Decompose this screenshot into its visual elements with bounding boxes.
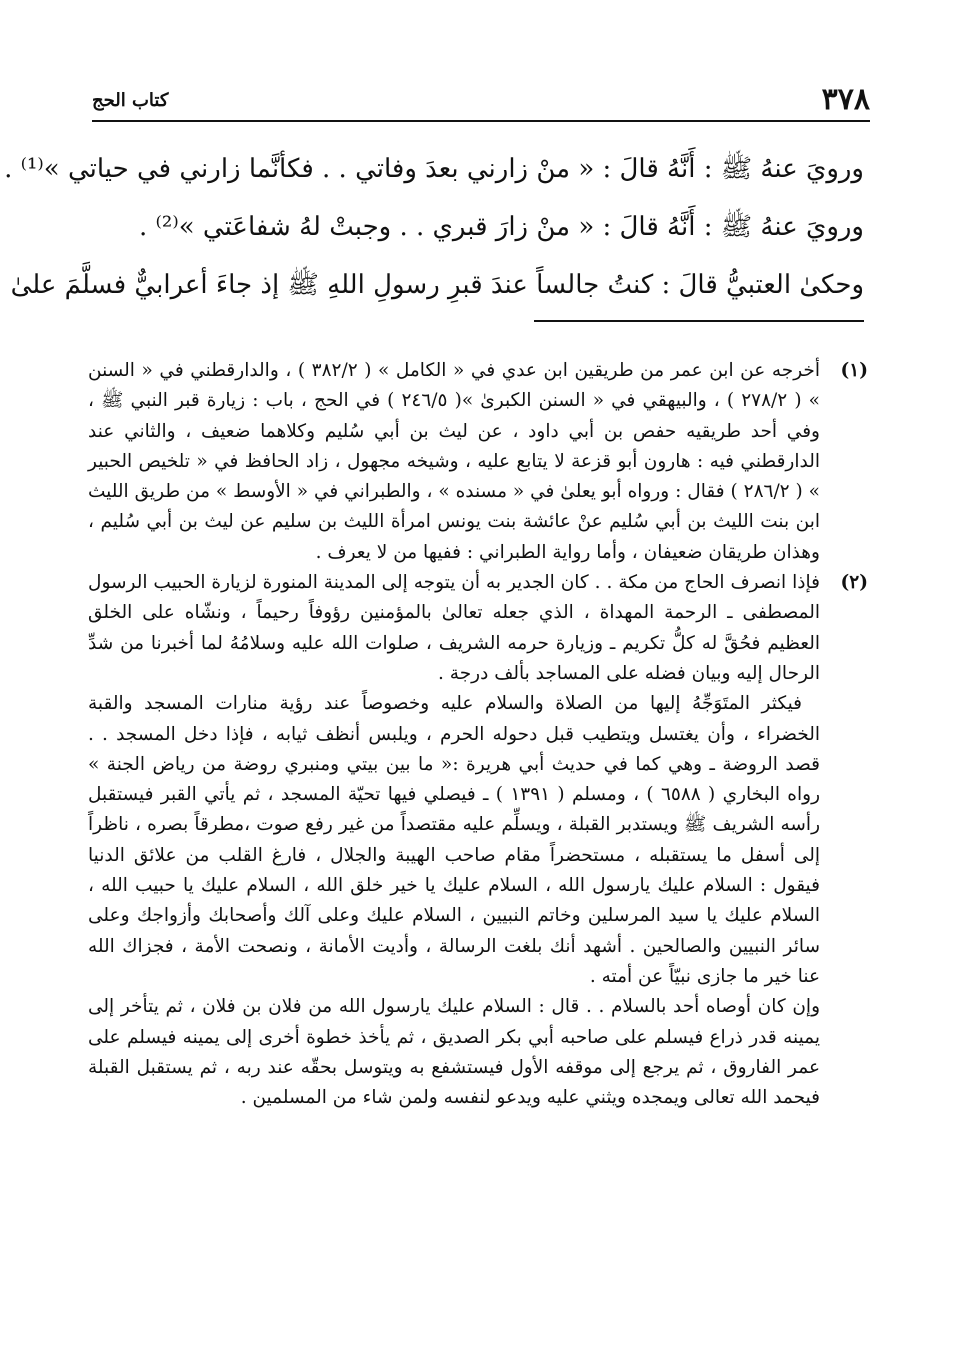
footnote-number: (١): [840, 360, 868, 381]
footnote-body: [88, 356, 820, 568]
main-text: [4, 140, 864, 314]
footnote-paragraph: فإذا انصرف الحاج من مكة . . كان الجدير به أن يتوجه إلى المدينة المنورة لزيارة الحبيب الرسول المصطفى ـ الرحمة المهداة ، الذي جعله تعالىٰ بالمؤمنين رؤوفاً رحيماً ، ونشّاه على الخلق العظيم فحُقَّ له كلُّ تكريم ـ وزيارة حرمه الشريف ، صلوات الله عليه وسلامُهُ لما أخبرنا من شدِّ الرحال إليه وبيان فضله على المساجد بألف درجة .: [88, 572, 820, 684]
footnote-body: [88, 568, 820, 1113]
main-text-line: ورويَ عنهُ ﷺ : أَنَّهُ قالَ : « منْ زارَ قبري . . وجبتْ لهُ شفاعَتي »⁽²⁾ .: [139, 212, 864, 242]
footnote-number: (٢): [840, 572, 868, 594]
footnote-paragraph: أخرجه عن ابن عمر من طريقين ابن عدي في « الكامل » ( ٣٨٢/٢ ) ، والدارقطني في « السنن » ( ٢٧٨/٢ ) ، والبيهقي في « السنن الكبرىٰ »( ٢٤٦/٥ ) في الحج ، باب : زيارة قبر النبي ﷺ ، وفي أحد طريقيه حفص بن أبي داود ، عن ليث بن أبي سُليم وكلاهما ضعيف ، والثاني عند الدارقطني فيه : هارون أبو قزعة لا يتابع عليه ، وشيخه مجهول ، زاد الحافظ في « تلخيص الحبير » ( ٢٨٦/٢ ) فقال : ورواه أبو يعلىٰ في « مسنده » ، والطبراني في « الأوسط » من طريق الليث ابن بنت الليث بن أبي سُليم عنْ عائشة بنت يونس امرأة الليث بن سليم عن ليث بن أبي سُليم ، وهذان طريقان ضعيفان ، وأما رواية الطبراني : ففيها من لا يعرف .: [88, 360, 820, 563]
footnote-separator: [534, 320, 864, 322]
running-title: كتاب الحج: [92, 90, 169, 111]
main-text-line: ورويَ عنهُ ﷺ : أَنَّهُ قالَ : « منْ زارني بعدَ وفاتي . . فكأنَّما زارني في حياتي »⁽¹⁾ .: [4, 154, 864, 184]
footnote: [88, 356, 868, 568]
page-number: ٣٧٨: [821, 82, 870, 117]
page-header: [92, 80, 870, 122]
footnotes: [88, 356, 868, 1113]
footnote: [88, 568, 868, 1113]
footnote-paragraph: وإن كان أوصاه أحد بالسلام . . قال : السلام عليك يارسول الله من فلان بن فلان ، ثم يتأخر إلى يمينه قدر ذراع فيسلم على صاحبه أبي بكر الصديق ، ثم يأخذ خطوة أخرى إلى يمينه فيسلم على عمر الفاروق ، ثم يرجع إلى موقفه الأول فيستشفع به ويتوسل بحقّه عند ربه ، ثم يستقبل القبلة فيحمد الله تعالى ويمجده ويثني عليه ويدعو لنفسه ولمن شاء من المسلمين .: [88, 996, 820, 1109]
main-text-line: وحكىٰ العتبيُّ قالَ : كنتُ جالساً عندَ قبرِ رسولِ اللهِ ﷺ إذ جاءَ أعرابيٌّ فسلَّمَ علىٰ: [10, 270, 864, 300]
footnote-paragraph: فيكثر المتَوَجِّهُ إليها من الصلاة والسلام عليه وخصوصاً عند رؤية منارات المسجد والقبة الخضراء ، وأن يغتسل ويتطيب قبل دحوله الحرم ، ويلبس أنظف ثيابه ، فإذا دخل المسجد . . قصد الروضة ـ وهي كما في حديث أبي هريرة :« ما بين بيتي ومنبري روضة من رياض الجنة » رواه البخاري ( ٦٥٨٨ ) ، ومسلم ( ١٣٩١ ) ـ فيصلي فيها تحيّة المسجد ، ثم يأتي القبر فيستقبل رأسه الشريف ﷺ ويستدبر القبلة ، ويسلِّم عليه مقتصداً من غير رفع صوت ،مطرقاً بصره ، ناظراً إلى أسفل ما يستقبله ، مستحضراً مقام صاحب الهيبة والجلال ، فارغ القلب من علائق الدنيا فيقول : السلام عليك يارسول الله ، السلام عليك يا خير خلق الله ، السلام عليك يا حبيب الله ، السلام عليك يا سيد المرسلين وخاتم النبيين ، السلام عليك وعلى آلك وأصحابك وأزواجك وعلى سائر النبيين والصالحين . أشهد أنك بلغت الرسالة ، وأديت الأمانة ، ونصحت الأمة ، فجزاك الله عنا خير ما جازى نبيّاً عن أمته .: [88, 693, 821, 987]
